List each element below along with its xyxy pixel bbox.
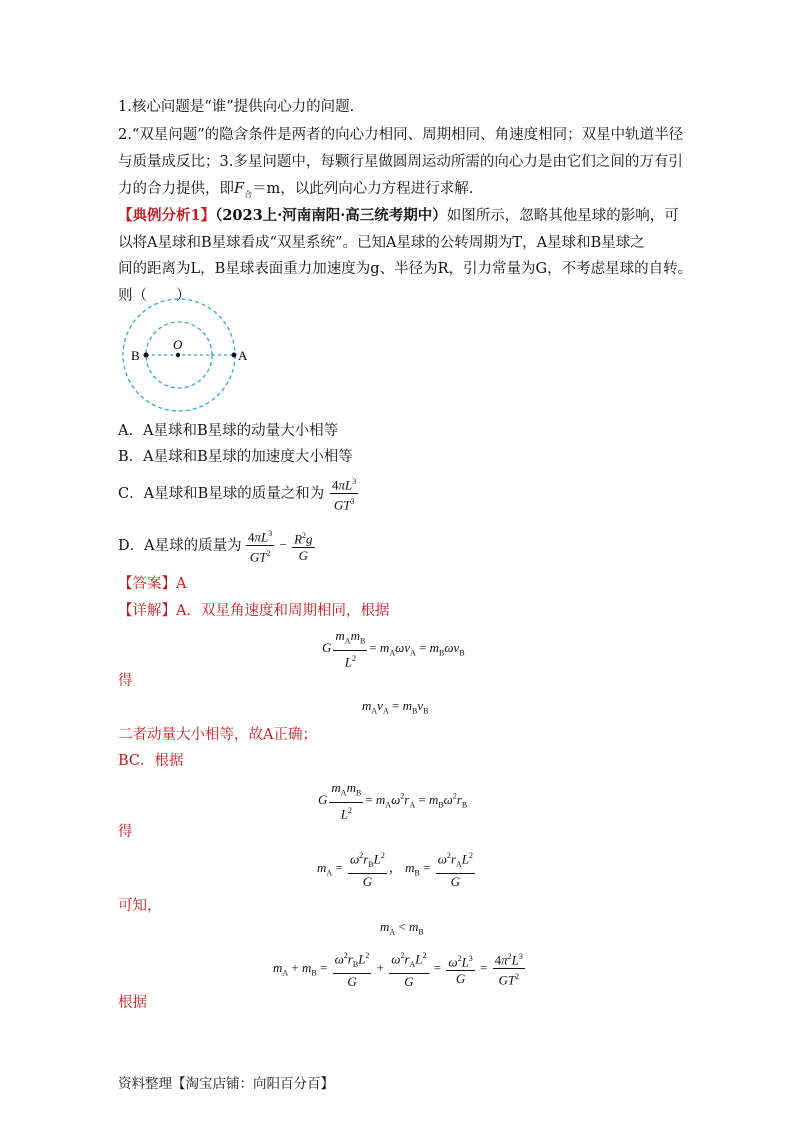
star-b-dot (144, 353, 149, 358)
example-text: 如图所示，忽略其他星球的影响，可 (446, 208, 679, 224)
text-line-7: 间的距离为L，B星球表面重力加速度为g、半径为R，引力常量为G，不考虑星球的自转。 (118, 261, 693, 277)
text-line-4-pre: 力的合力提供，即 (118, 181, 234, 197)
bc-intro: BC．根据 (118, 753, 184, 769)
footer-text: 资料整理【淘宝店铺：向阳百分百】 (118, 1076, 334, 1092)
text-line-1: 1.核心问题是“谁”提供向心力的问题. (118, 99, 355, 115)
text-line-2: 2.“双星问题”的隐含条件是两者的向心力相同、周期相同、角速度相同；双星中轨道半径 (118, 127, 684, 143)
option-c-formula: $\frac{4\pi L^3}{GT^3}$ (328, 474, 360, 514)
detail-label: 【详解】 (118, 603, 176, 619)
equation-5: $m_A + m_B$ = $\frac{\omega^2r_BL^2}{G}$ + $\frac{\omega^2r_AL^2}{G}$ = $\frac{\omega^2L^3}{G}$ = $\frac{4\pi^2L^3}{GT^2}$ (273, 948, 527, 990)
answer-label: 【答案】A (118, 576, 187, 592)
conclusion-1: 二者动量大小相等，故A正确； (118, 727, 317, 743)
center-dot (176, 353, 180, 357)
label-a: A (238, 348, 248, 363)
option-d-formula: $\frac{4\pi L^3}{GT^2}$ − $\frac{R^2g}{G}$ (244, 526, 317, 566)
known-label: 可知， (118, 898, 162, 914)
text-line-3: 与质量成反比；3.多星问题中，每颗行星做圆周运动所需的向心力是由它们之间的万有引 (118, 154, 683, 170)
de-2: 得 (118, 824, 133, 840)
detail-line (118, 601, 389, 621)
de-1: 得 (118, 673, 133, 689)
example-source: （2023上·河南南阳·高三统考期中） (215, 207, 447, 224)
text-line-4 (118, 179, 473, 205)
detail-text: A．双星角速度和周期相同，根据 (176, 603, 390, 619)
equation-1: G $\frac{m_Am_B}{L^2}$ = $m_A\omega v_A = m_B\omega v_B$ (322, 628, 465, 669)
text-line-8: 则（ ） (118, 288, 191, 304)
equation-4: $m_A$ = $\frac{\omega^2r_BL^2}{G}$ ， $m_B$ = $\frac{\omega^2r_AL^2}{G}$ (317, 848, 477, 890)
force-sub: 合 (244, 189, 253, 199)
label-o: O (173, 337, 183, 352)
option-b: B．A星球和B星球的加速度大小相等 (118, 449, 353, 465)
according-label: 根据 (118, 995, 147, 1011)
equation-2: $m_Av_A = m_Bv_B$ (362, 698, 429, 716)
star-a-dot (232, 353, 237, 358)
option-a: A．A星球和B星球的动量大小相等 (118, 423, 339, 439)
equation-3: G $\frac{m_Am_B}{L^2}$ = $m_A\omega^2r_A = m_B\omega^2r_B$ (318, 780, 468, 821)
text-line-6: 以将A星球和B星球看成“双星系统”。已知A星球的公转周期为T，A星球和B星球之 (118, 235, 645, 251)
option-d: D．A星球的质量为 (118, 538, 242, 554)
label-b: B (131, 348, 140, 363)
text-line-4-post: ＝m，以此列向心力方程进行求解. (252, 181, 474, 197)
force-symbol: F (234, 181, 245, 197)
option-c: C．A星球和B星球的质量之和为 (118, 486, 325, 502)
example-heading (118, 206, 679, 226)
example-tag: 【典例分析1】 (118, 207, 216, 224)
binary-star-figure (120, 297, 250, 415)
inequality: $m_A < m_B$ (380, 919, 424, 937)
